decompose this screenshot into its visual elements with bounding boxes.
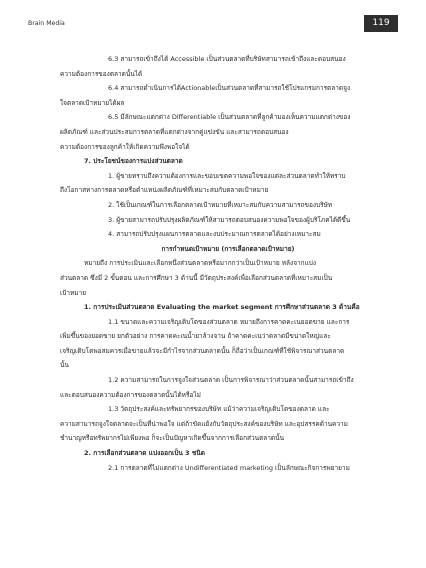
document-body: [60, 52, 396, 475]
text-line: 2.1 การตลาดที่ไม่แตกต่าง Undifferentiated marketing เป็นลักษณะกิจการพยายาม: [108, 463, 350, 472]
text-line: 1.2 ความสามารถในการจูงใจส่วนตลาด เป็นการพิจารณาว่าส่วนตลาดนั้นสามารถเข้าถึง: [108, 376, 354, 385]
text-line: ใจตลาดเป้าหมายได้ผล: [60, 98, 125, 107]
text-line: 6.5 มีลักษณะแตกต่าง Differentiable เป็นส่วนตลาดที่ลูกค้ามองเห็นความแตกต่างของ: [108, 113, 351, 122]
text-line: 4. สามารถปรับปรุงแผนการตลาดและงบประมาณการตลาดได้อย่างเหมาะสม: [108, 230, 321, 239]
page-number-badge: 119: [364, 15, 398, 32]
text-line: ความต้องการของตลาดนั้นได้: [60, 69, 143, 78]
text-line: และตอบสนองความต้องการของตลาดนั้นได้หรือไม่: [60, 390, 201, 399]
brand-label: Brain Media: [28, 20, 65, 27]
text-line: ส่วนตลาด ซึ่งมี 2 ขั้นตอน และการศึกษา 3 ด้านนี้ มีวัตถุประสงค์เพื่อเลือกส่วนตลาดที่เหมาะสมเป็น: [60, 273, 333, 282]
text-line: 1.1 ขนาดและความเจริญเติบโตของส่วนตลาด หมายถึงการคาดคะเนยอดขาย และการ: [108, 317, 350, 326]
text-line: 2. ใช้เป็นเกณฑ์ในการเลือกตลาดเป้าหมายที่เหมาะสมกับความสามารถของบริษัท: [108, 200, 333, 209]
text-line: หมายถึง การประเมินและเลือกหนึ่งส่วนตลาดหรือมากกว่าเป็นเป้าหมาย หลังจากแบ่ง: [84, 259, 317, 268]
text-line: 1.3 วัตถุประสงค์และทรัพยากรของบริษัท แม้ว่าความเจริญเติบโตของตลาด และ: [108, 405, 330, 414]
text-line: 6.3 สามารถเข้าถึงได้ Accessible เป็นส่วนตลาดที่บริษัทสามารถเข้าถึงและตอบสนอง: [108, 55, 346, 63]
text-line: นั้น: [60, 361, 69, 370]
text-line: ชำนาญหรือทรัพยากรไม่เพียงพอ ก็จะเป็นปัญหาเกิดขึ้นจากการเลือกส่วนตลาดนั้น: [60, 434, 285, 443]
text-line: เจริญเติบโตพอสมควรเมื่อขายแล้วจะมีกำไรจากส่วนตลาดนั้น ก็ถือว่าเป็นเกณฑ์ที่ใช้พิจารณาส่วนตลาด: [60, 346, 345, 355]
centered-heading: การกำหนดเป้าหมาย (การเลือกตลาดเป้าหมาย): [161, 244, 295, 253]
text-line: ความสามารถจูงใจตลาดจะเป็นที่น่าพอใจ แต่ถ้าขัดแย้งกับวัตถุประสงค์ของบริษัท และอุปสรรคด้านความ: [60, 419, 348, 428]
text-line: 6.4 สามารถดำเนินการได้Actionableเป็นส่วนตลาดที่สามารถใช้โปรแกรมการตลาดจูง: [108, 84, 351, 93]
text-line: เป้าหมาย: [60, 288, 87, 297]
subsection-heading: 1. การประเมินส่วนตลาด Evaluating the market segment การศึกษาส่วนตลาด 3 ด้านคือ: [84, 303, 360, 312]
subsection-heading: 2. การเลือกส่วนตลาด แบ่งออกเป็น 3 ชนิด: [84, 449, 205, 458]
text-line: ผลิตภัณฑ์ และส่วนประสมการตลาดที่แตกต่างจากคู่แข่งขัน และสามารถตอบสนอง: [60, 127, 289, 136]
text-line: 3. ผู้ขายสามารถปรับปรุงผลิตภัณฑ์ให้สามารถตอบสนองความพอใจของผู้บริโภคได้ดีขึ้น: [108, 215, 351, 224]
text-line: 1. ผู้ขายทราบถึงความต้องการและขอบเขตความพอใจของแต่ละส่วนตลาดทำให้ทราบ: [108, 171, 346, 180]
text-line: เพิ่มขึ้นของยอดขาย ยกตัวอย่าง การคาดคะเนน้ำยาล้างจาน ถ้าคาดคะเนว่าตลาดมีขนาดใหญ่และ: [60, 332, 331, 341]
text-line: ถึงโอกาสทางการตลาดหรือตำแหน่งผลิตภัณฑ์ที่เหมาะสมกับตลาดเป้าหมาย: [60, 186, 269, 195]
text-line: ความต้องการของลูกค้าให้เกิดความพึงพอใจได้: [60, 142, 190, 151]
section-heading: 7. ประโยชน์ของการแบ่งส่วนตลาด: [84, 157, 183, 166]
page-header: [28, 18, 398, 34]
